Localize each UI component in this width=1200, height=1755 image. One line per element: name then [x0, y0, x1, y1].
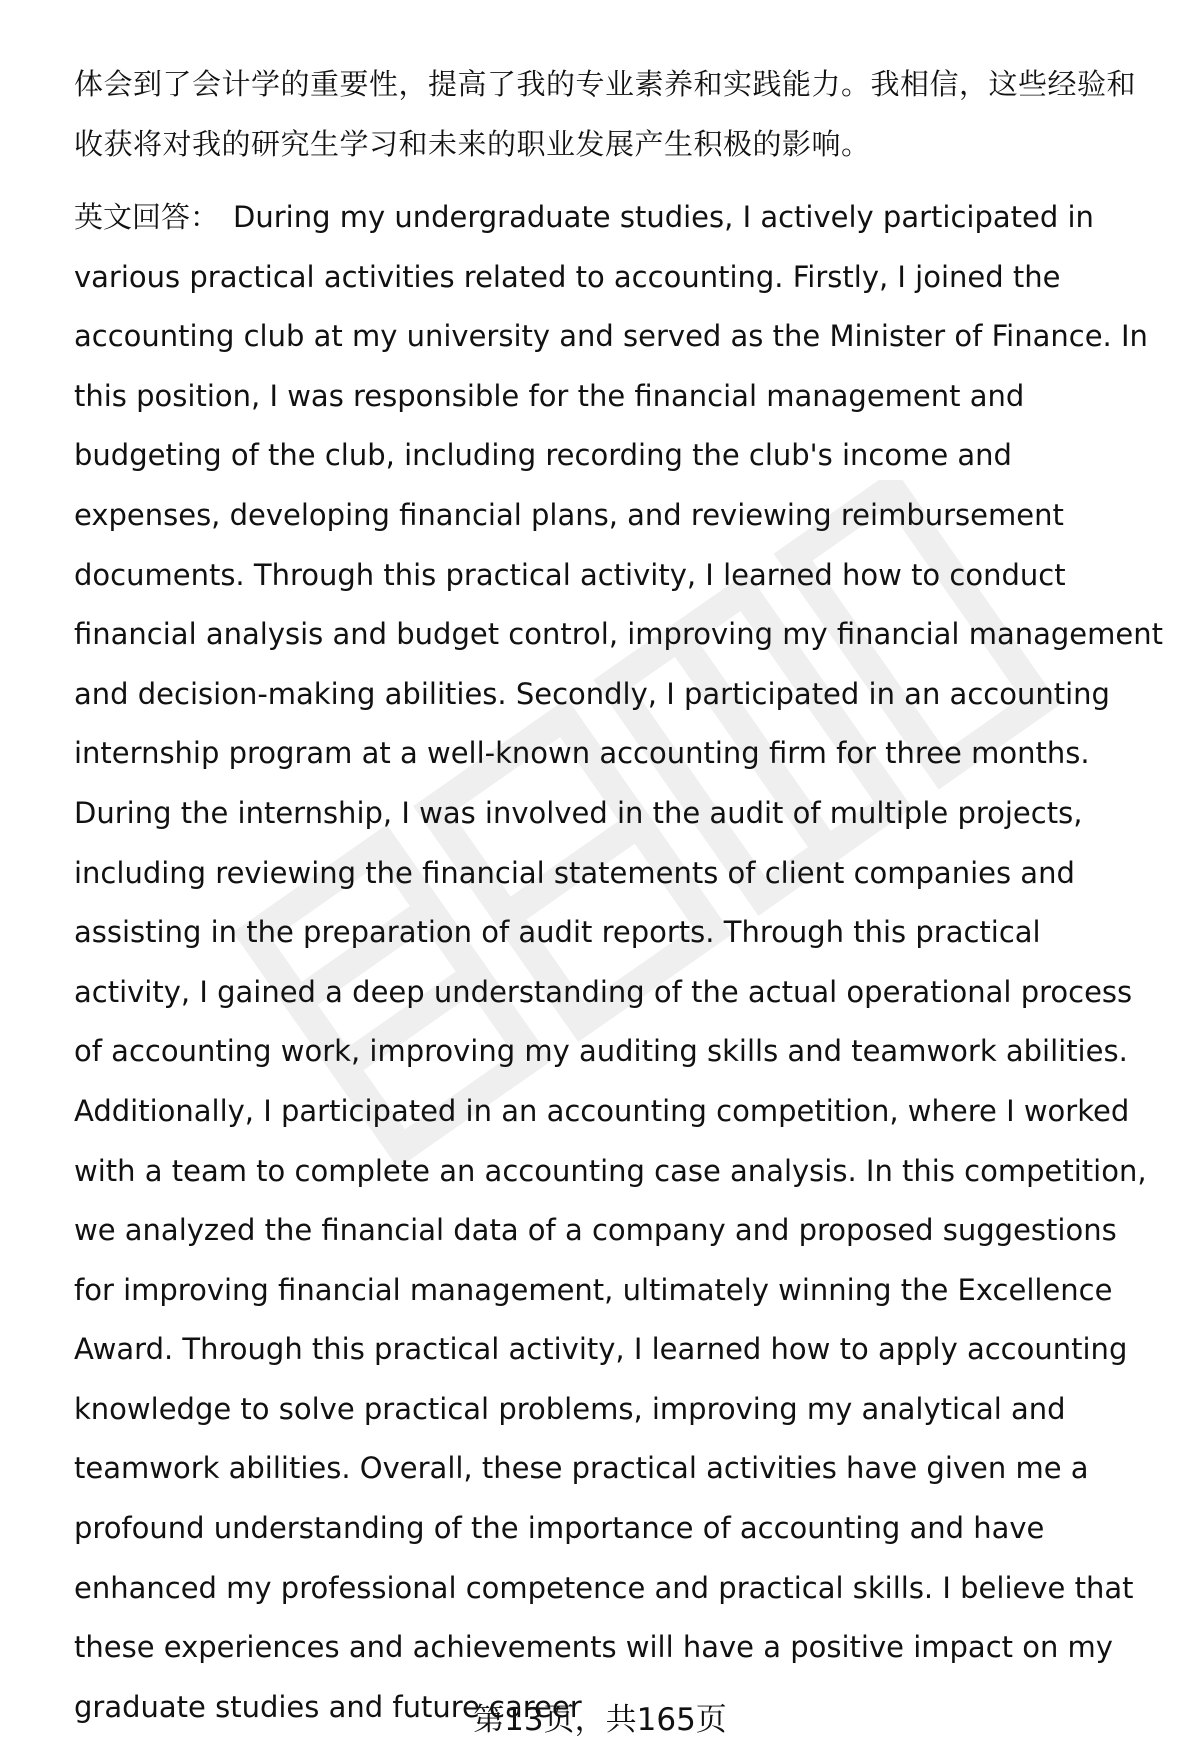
page-number-footer: 第13页，共165页: [473, 1702, 727, 1738]
document-body: [74, 54, 1164, 1737]
chinese-paragraph: 体会到了会计学的重要性，提高了我的专业素养和实践能力。我相信，这些经验和收获将对我的研究生学习和未来的职业发展产生积极的影响。: [74, 67, 1137, 161]
english-answer-label: 英文回答：: [74, 200, 220, 234]
english-answer-paragraph: [74, 188, 1164, 1737]
english-answer-text: During my undergraduate studies, I actively participated in various practical activities related to accounting. Firstly, I joined the accounting club at my university and served as the Minister of Finance. In this position, I was responsible for the financial management and budgeting of the club, including recording the club's income and expenses, developing financial plans, and reviewing reimbursement documents. Through this practical activity, I learned how to conduct financial analysis and budget control, improving my financial management and decision-making abilities. Secondly, I participated in an accounting internship program at a well-known accounting firm for three months. During the internship, I was involved in the audit of multiple projects, including reviewing the financial statements of client companies and assisting in the preparation of audit reports. Through this practical activity, I gained a deep understanding of the actual operational process of accounting work, improving my auditing skills and teamwork abilities. Additionally, I participated in an accounting competition, where I worked with a team to complete an accounting case analysis. In this competition, we analyzed the financial data of a company and proposed suggestions for improving financial management, ultimately winning the Excellence Award. Through this practical activity, I learned how to apply accounting knowledge to solve practical problems, improving my analytical and teamwork abilities. Overall, these practical activities have given me a profound understanding of the importance of accounting and have enhanced my professional competence and practical skills. I believe that these experiences and achievements will have a positive impact on my graduate studies and future career: [74, 200, 1163, 1724]
